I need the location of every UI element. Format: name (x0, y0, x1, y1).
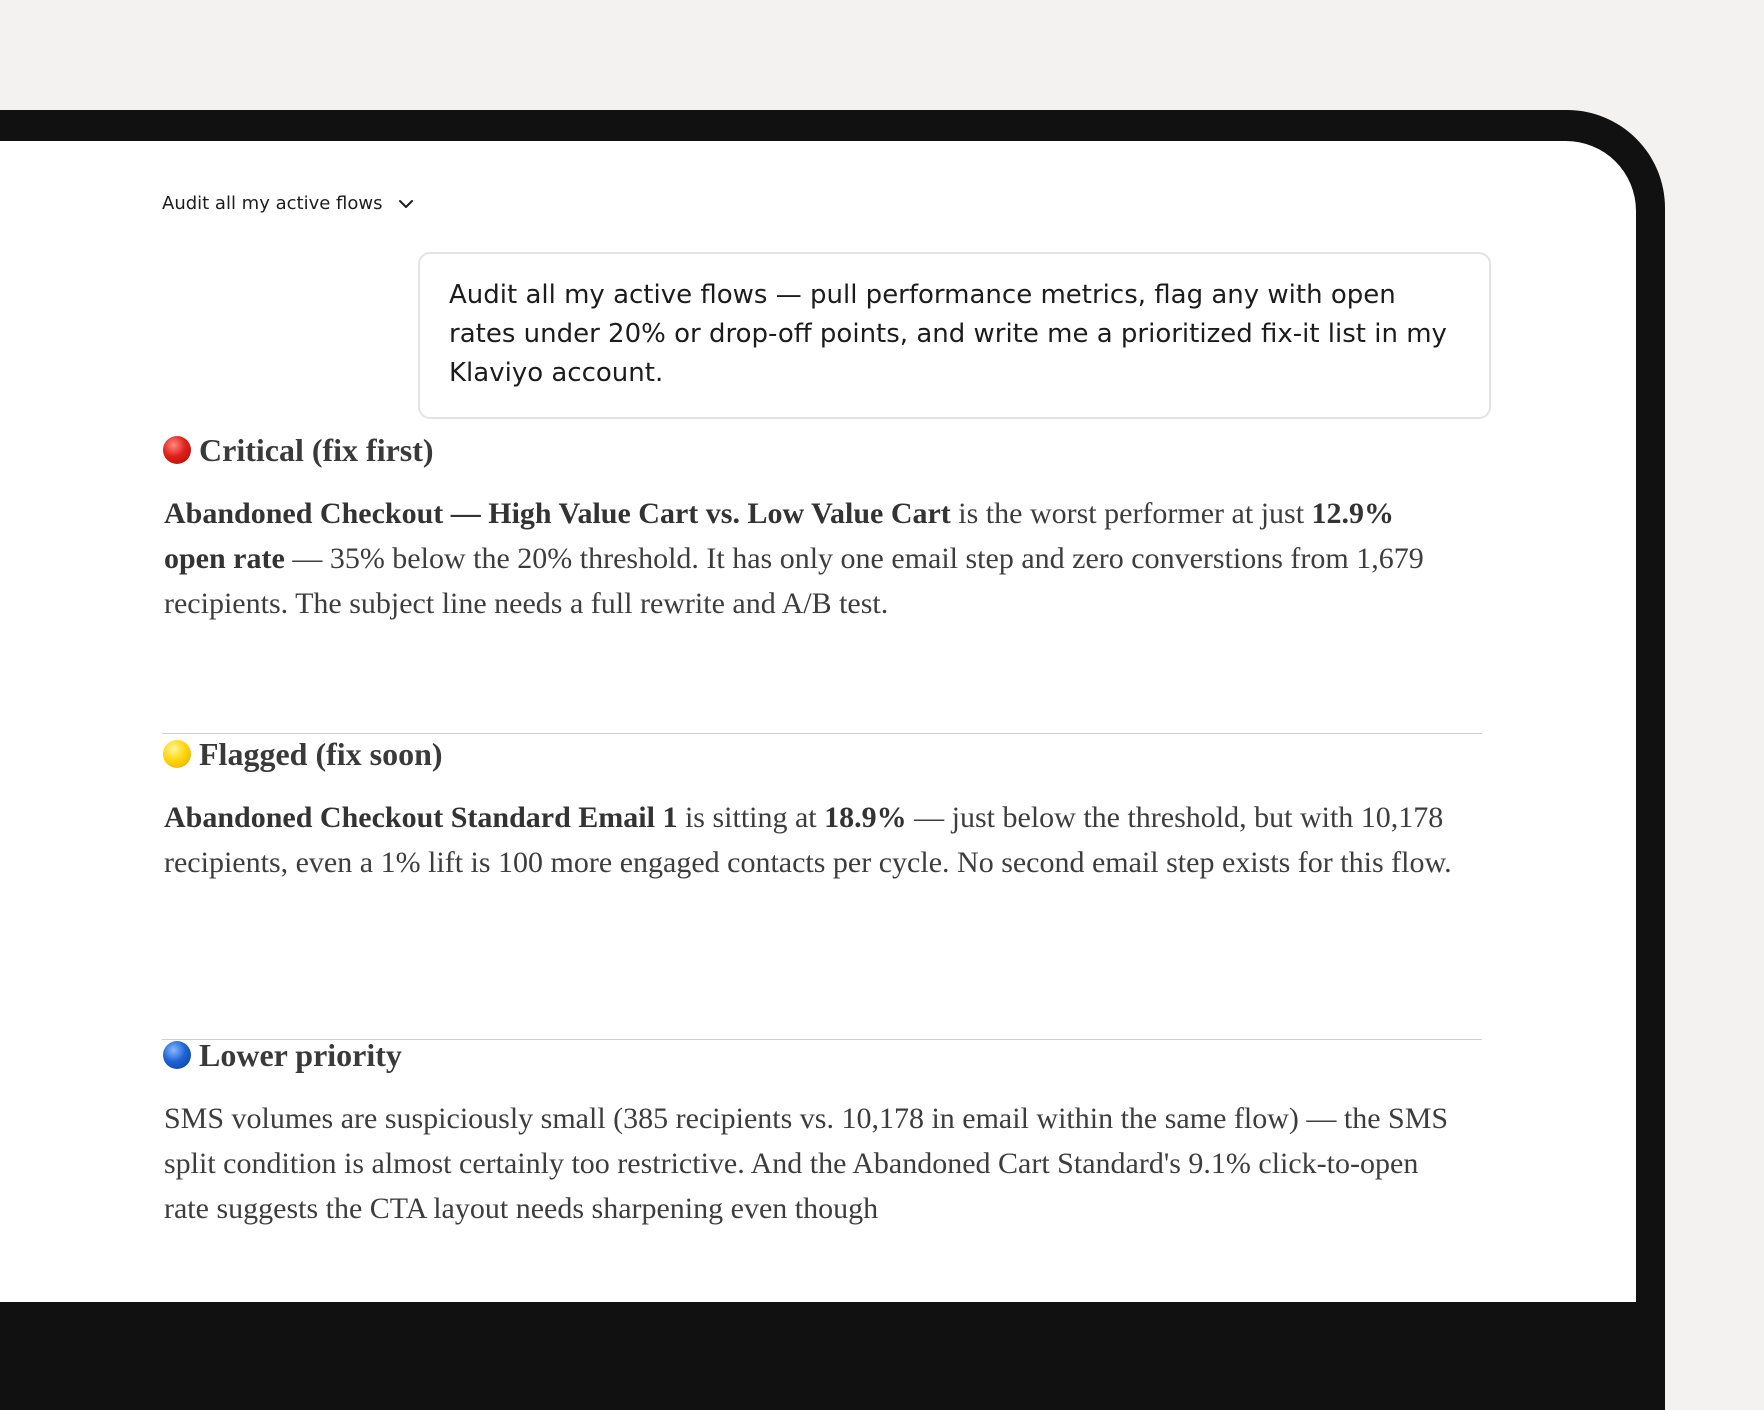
flagged-flow-name: Abandoned Checkout Standard Email 1 (164, 801, 678, 834)
critical-text-2: — 35% below the 20% threshold. It has only one email step and zero converstions from 1,679 recipients. The subject line needs a full rewrite and A/B test. (164, 542, 1424, 620)
flagged-section (163, 733, 1483, 885)
lower-priority-body: SMS volumes are suspiciously small (385 recipients vs. 10,178 in email within the same flow) — the SMS split condition is almost certainly too restrictive. And the Abandoned Cart Standard's 9.1% click-to-open rate suggests the CTA layout needs sharpening even though (164, 1102, 1449, 1225)
critical-heading (163, 429, 1483, 471)
critical-text-1: is the worst performer at just (950, 497, 1312, 530)
lower-priority-heading-text: Lower priority (199, 1036, 402, 1073)
flagged-heading-text: Flagged (fix soon) (199, 735, 443, 772)
flagged-open-rate: 18.9% (824, 801, 907, 834)
yellow-circle-icon (163, 740, 191, 768)
chevron-down-icon (398, 199, 414, 209)
blue-circle-icon (163, 1041, 191, 1069)
chat-title-text: Audit all my active flows (162, 193, 383, 214)
critical-flow-name: Abandoned Checkout — High Value Cart vs. Low Value Cart (164, 497, 951, 530)
user-message-bubble (418, 252, 1491, 419)
lower-priority-section (163, 1034, 1483, 1231)
user-message-text: Audit all my active flows — pull performance metrics, flag any with open rates under 20% or drop-off points, and write me a prioritized fix-it list in my Klaviyo account. (449, 280, 1447, 388)
critical-open-rate: 12.9% open rate (164, 497, 1395, 575)
critical-section (163, 429, 1483, 626)
lower-priority-heading (163, 1034, 1483, 1076)
red-circle-icon (163, 436, 191, 464)
flagged-text-2: — just below the threshold, but with 10,178 recipients, even a 1% lift is 100 more engaged contacts per cycle. No second email step exists for this flow. (164, 801, 1452, 879)
critical-heading-text: Critical (fix first) (199, 431, 434, 468)
critical-body (164, 491, 1454, 626)
flagged-text-1: is sitting at (677, 801, 825, 834)
flagged-heading (163, 733, 1483, 775)
chat-title-dropdown[interactable] (162, 193, 414, 214)
flagged-body (164, 795, 1454, 885)
chat-screen (0, 141, 1636, 1302)
